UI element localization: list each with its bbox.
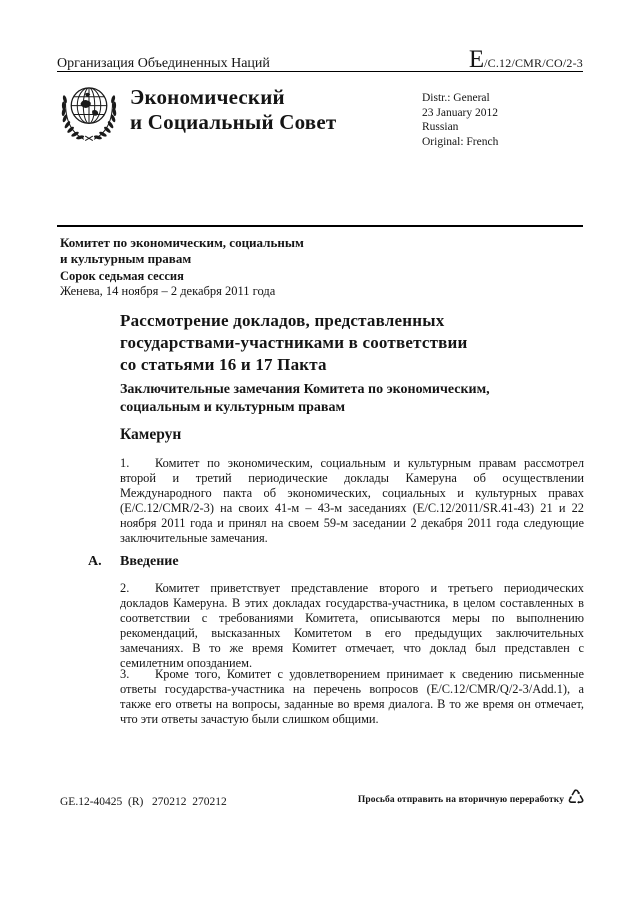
session-place-date: Женева, 14 ноября – 2 декабря 2011 года [60,284,276,298]
section-a-title: Введение [120,554,179,569]
paragraph-2-text: Комитет приветствует представление второго и третьего периодических докладов Камеруна. В этих докладах государства-участника, в целом составленных в соответствии с требованиями Комитета, описываются меры по выполнению рекомендаций, высказанных Комитетом в его предыдущих заключительных замечаниях. В то же время Комитет отмечает, что доклад был представлен с семилетним опозданием. [120,581,584,670]
country-heading: Камерун [120,426,182,443]
paragraph-2-number: 2. [120,581,130,595]
org-name: Организация Объединенных Наций [57,56,270,71]
document-subtitle [120,381,490,416]
document-title-line1: Рассмотрение докладов, представленных [120,311,445,330]
document-symbol [469,46,583,74]
recycle-note: Просьба отправить на вторичную переработку [357,795,565,805]
council-title [130,79,336,145]
session-block [60,235,304,298]
document-title-line3: со статьями 16 и 17 Пакта [120,355,327,374]
document-title-line2: государствами-участниками в соответствии [120,333,468,352]
section-a-heading [88,554,179,570]
paragraph-1-number: 1. [120,456,130,470]
page-header [57,46,583,74]
distr-date: 23 January 2012 [422,106,499,119]
recycle-icon: ♺ [567,785,585,809]
masthead-divider [57,225,583,227]
council-title-line1: Экономический [130,85,285,109]
committee-name [60,235,304,267]
committee-name-line1: Комитет по экономическим, социальным [60,235,304,250]
masthead [57,79,336,145]
session-number: Сорок седьмая сессия [60,269,184,283]
footer-reference: GE.12-40425 (R) 270212 270212 [60,796,227,808]
document-symbol-number: /C.12/CMR/CO/2-3 [484,56,583,70]
paragraph-3-text: Кроме того, Комитет с удовлетворением принимает к сведению письменные ответы государства-участника на перечень вопросов (E/C.12/CMR/Q/2-3/Add.1), а также его ответы на вопросы, заданные во время диалога. В то же время он отмечает, что эти ответы зачастую были слишком общими. [120,667,584,726]
committee-name-line2: и культурным правам [60,251,192,266]
distr-language: Russian [422,121,459,133]
distr-original: Original: French [422,135,499,148]
un-emblem-icon [57,79,121,145]
paragraph-3 [120,667,584,727]
paragraph-1-text: Комитет по экономическим, социальным и культурным правам рассмотрел второй и третий периодические доклады Камеруна об осуществлении Международного пакта об экономических, социальных и культурных правах (E/C.12/CMR/2-3) на своих 41-м – 43-м заседаниях (E/C.12/2011/SR.41-43) 21 и 22 ноября 2011 года и принял на своем 59-м заседании 2 декабря 2011 года следующие заключительные замечания. [120,456,584,545]
paragraph-3-number: 3. [120,667,130,681]
section-a-letter: A. [88,554,102,569]
council-title-line2: и Социальный Совет [130,110,337,134]
distribution-block [422,91,498,149]
paragraph-2 [120,581,584,671]
distr-type: Distr.: General [422,92,490,104]
footer-recycle [357,785,585,810]
paragraph-1 [120,456,584,546]
document-subtitle-line2: социальным и культурным правам [120,399,346,415]
document-title [120,310,468,376]
document-subtitle-line1: Заключительные замечания Комитета по экономическим, [120,382,490,397]
document-symbol-letter: E [468,46,485,73]
header-divider [57,71,583,72]
